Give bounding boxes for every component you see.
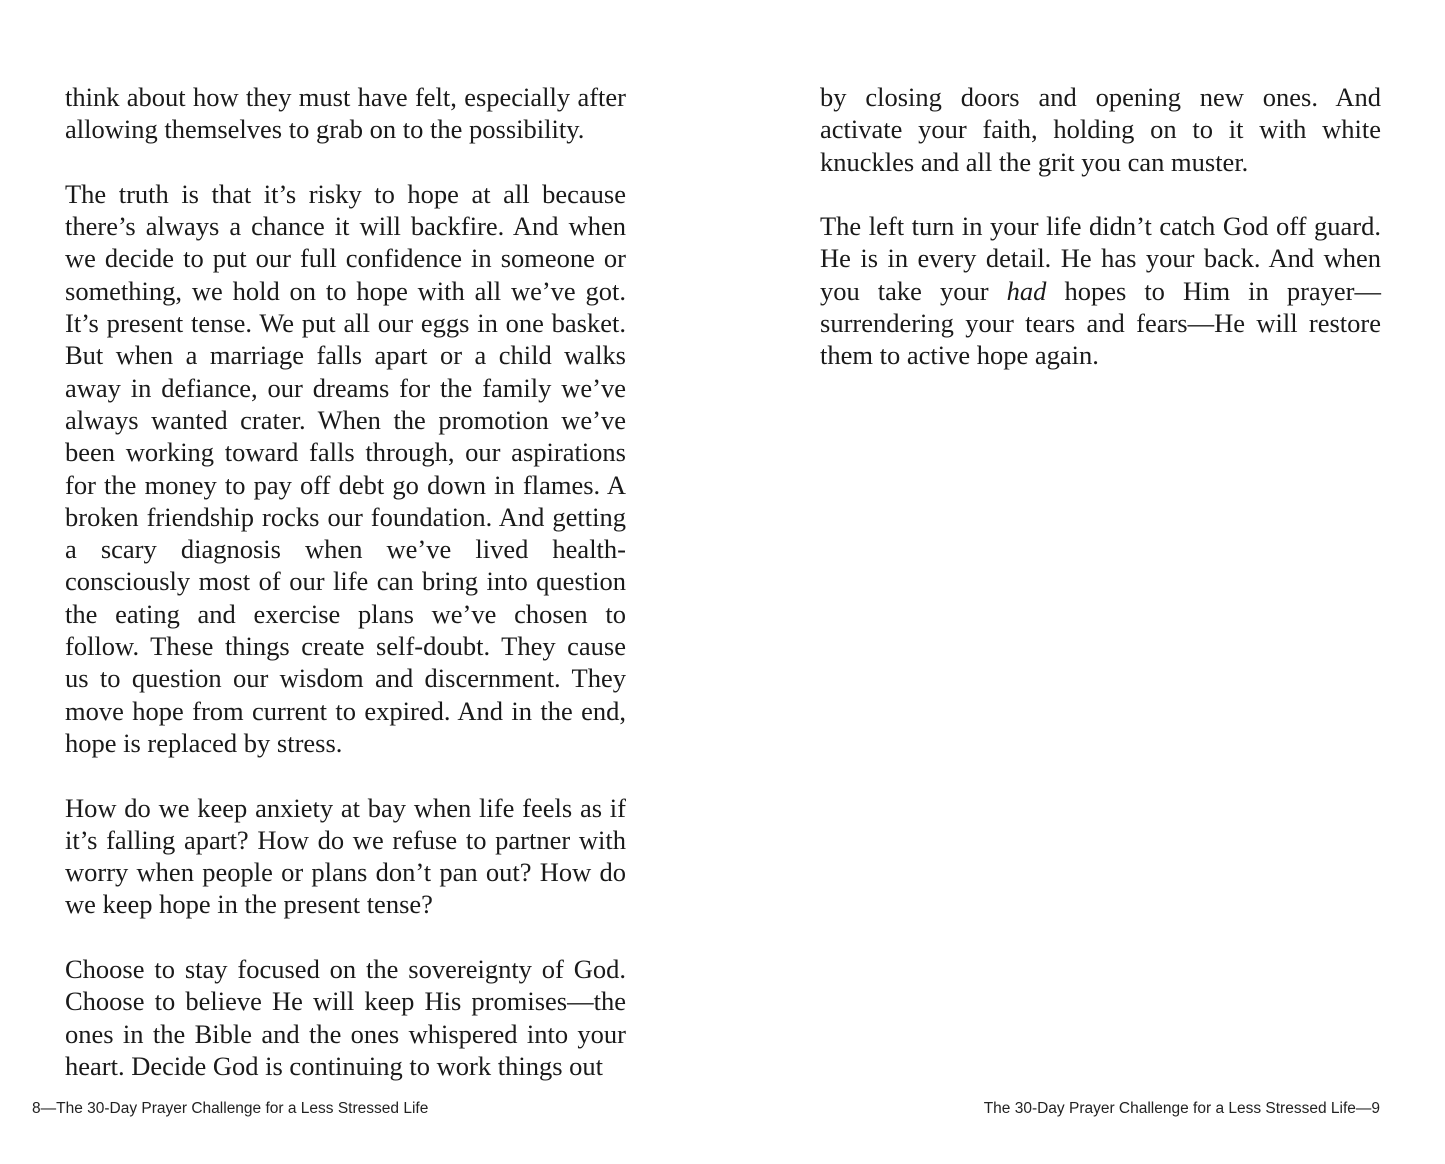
- left-paragraph-3: How do we keep anxiety at bay when life feels as if it’s falling apart? How do we refuse to partner with worry when people or plans don’t pan out? How do we keep hope in the present tense?: [65, 792, 626, 920]
- left-page: [0, 0, 722, 1164]
- left-paragraph-1: think about how they must have felt, especially after allowing themselves to grab on to the possibility.: [65, 82, 626, 145]
- right-paragraph-2-tail: hopes to Him in prayer—surrendering your tears and fears—He will restore them to active hope again.: [820, 275, 1381, 371]
- left-paragraph-4: Choose to stay focused on the sovereignty of God. Choose to believe He will keep His promises—the ones in the Bible and the ones whispered into your heart. Decide God is continuing to work things out: [65, 954, 626, 1081]
- right-text-column: [820, 81, 1381, 404]
- right-page-footer: The 30-Day Prayer Challenge for a Less Stressed Life—9: [983, 1100, 1380, 1117]
- left-page-footer: 8—The 30-Day Prayer Challenge for a Less Stressed Life: [32, 1100, 429, 1117]
- right-paragraph-2-lead: The left turn in your life didn’t catch God off guard. He is in every detail. He has your back. And when you take your: [820, 211, 1381, 306]
- right-page: [722, 0, 1445, 1164]
- left-text-column: [65, 81, 626, 1115]
- right-paragraph-2: [820, 210, 1381, 371]
- italic-emphasis-had: had: [1006, 275, 1047, 306]
- left-paragraph-2: The truth is that it’s risky to hope at all because there’s always a chance it will backfire. And when we decide to put our full confidence in someone or something, we hold on to hope with all we’ve got. It’s present tense. We put all our eggs in one basket. But when a marriage falls apart or a child walks away in defiance, our dreams for the family we’ve always wanted crater. When the promotion we’ve been working toward falls through, our aspirations for the money to pay off debt go down in flames. A broken friendship rocks our foundation. And getting a scary diagnosis when we’ve lived health-consciously most of our life can bring into question the eating and exercise plans we’ve chosen to follow. These things create self-doubt. They cause us to question our wisdom and discernment. They move hope from current to expired. And in the end, hope is replaced by stress.: [65, 178, 626, 758]
- right-paragraph-1: by closing doors and opening new ones. And activate your faith, holding on to it with white knuckles and all the grit you can muster.: [820, 82, 1381, 177]
